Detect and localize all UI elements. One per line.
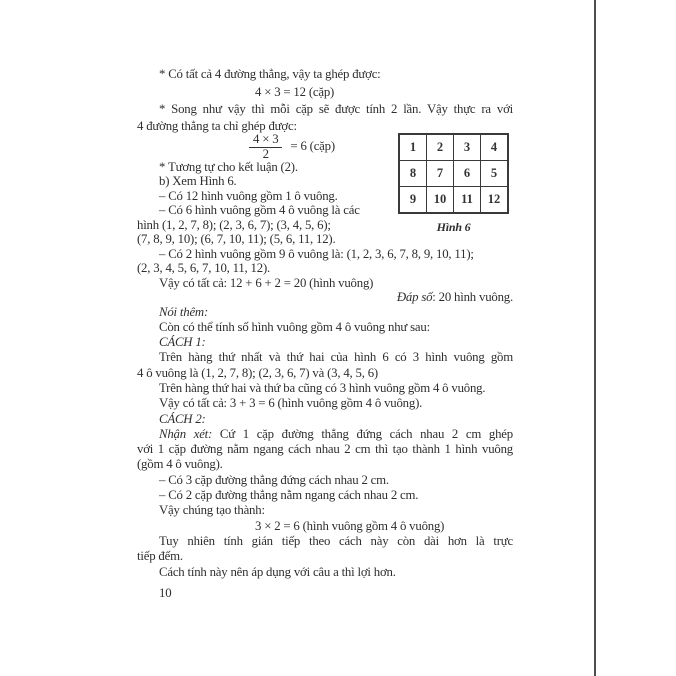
doc-line: Vậy có tất cả: 3 + 3 = 6 (hình vuông gồm 4 ô vuông).: [159, 396, 423, 411]
grid-cell: 5: [481, 161, 509, 187]
grid-cell: 3: [454, 134, 481, 161]
doc-line: * Có tất cả 4 đường thẳng, vậy ta ghép được:: [159, 67, 381, 81]
doc-line: (2, 3, 4, 5, 6, 7, 10, 11, 12).: [137, 261, 271, 275]
grid-cell: 12: [481, 187, 509, 214]
table-row: [399, 187, 508, 214]
note-heading: Nói thêm:: [159, 304, 209, 319]
grid-cell: 1: [399, 134, 427, 161]
grid-cell: 6: [454, 161, 481, 187]
remark-label: Nhận xét:: [159, 426, 213, 441]
remark-line: [137, 427, 513, 442]
doc-line: Vậy chúng tạo thành:: [159, 503, 265, 518]
doc-line: với 1 cặp đường nằm ngang cách nhau 2 cm thì tạo thành 1 hình vuông: [137, 442, 513, 457]
page-edge-line: [594, 0, 596, 676]
doc-line: (gồm 4 ô vuông).: [137, 457, 223, 472]
answer-line: [137, 290, 513, 305]
table-row: [399, 134, 508, 161]
doc-line: b) Xem Hình 6.: [159, 174, 237, 188]
doc-line: hình (1, 2, 7, 8); (2, 3, 6, 7); (3, 4, 5, 6);: [137, 217, 331, 232]
formula-line: 4 × 3 = 12 (cặp): [255, 84, 335, 99]
page-body-text: [137, 66, 513, 601]
figure-table: [398, 133, 509, 214]
fraction-denominator: 2: [262, 146, 269, 161]
table-row: [399, 161, 508, 187]
doc-line: – Có 2 hình vuông gồm 9 ô vuông là: (1, 2, 3, 6, 7, 8, 9, 10, 11);: [159, 246, 474, 261]
doc-line: 4 đường thẳng ta chỉ ghép được:: [137, 118, 297, 133]
grid-cell: 10: [427, 187, 454, 214]
doc-line: Vậy có tất cả: 12 + 6 + 2 = 20 (hình vuông): [159, 275, 374, 290]
method2-heading: CÁCH 2:: [159, 411, 206, 426]
fraction-result: = 6 (cặp): [290, 138, 335, 153]
grid-cell: 7: [427, 161, 454, 187]
doc-line: Trên hàng thứ nhất và thứ hai của hình 6 có 3 hình vuông gồm: [159, 350, 513, 365]
answer-value: : 20 hình vuông.: [432, 290, 513, 304]
grid-cell: 9: [399, 187, 427, 214]
doc-line: – Có 6 hình vuông gồm 4 ô vuông là các: [159, 203, 360, 217]
method1-heading: CÁCH 1:: [159, 335, 206, 350]
doc-line: tiếp đếm.: [137, 549, 183, 564]
grid-cell: 8: [399, 161, 427, 187]
doc-line: Trên hàng thứ hai và thứ ba cũng có 3 hình vuông gồm 4 ô vuông.: [159, 380, 486, 395]
doc-line: (7, 8, 9, 10); (6, 7, 10, 11); (5, 6, 11, 12).: [137, 232, 336, 246]
doc-line: Còn có thể tính số hình vuông gồm 4 ô vuông như sau:: [159, 319, 430, 334]
doc-line: 4 ô vuông là (1, 2, 7, 8); (2, 3, 6, 7) và (3, 4, 5, 6): [137, 365, 378, 380]
doc-line: Cách tính này nên áp dụng với câu a thì lợi hơn.: [159, 564, 396, 579]
figure-hinh-6: [398, 133, 509, 235]
doc-line: * Tương tự cho kết luận (2).: [159, 159, 298, 174]
figure-caption: Hình 6: [436, 220, 471, 234]
answer-label: Đáp số: [396, 290, 433, 304]
remark-text: Cứ 1 cặp đường thẳng đứng cách nhau 2 cm ghép: [212, 426, 513, 441]
fraction-numerator: 4 × 3: [249, 133, 282, 148]
page-number: 10: [159, 585, 172, 600]
doc-line: Tuy nhiên tính gián tiếp theo cách này còn dài hơn là trực: [159, 533, 513, 548]
grid-cell: 2: [427, 134, 454, 161]
doc-line: – Có 2 cặp đường thẳng nằm ngang cách nhau 2 cm.: [159, 488, 419, 503]
doc-line: – Có 3 cặp đường thẳng đứng cách nhau 2 cm.: [159, 472, 389, 487]
doc-line: * Song như vậy thì mỗi cặp sẽ được tính 2 lần. Vậy thực ra với: [159, 102, 513, 116]
formula-line: 3 × 2 = 6 (hình vuông gồm 4 ô vuông): [255, 518, 445, 533]
doc-line: – Có 12 hình vuông gồm 1 ô vuông.: [159, 188, 338, 203]
grid-cell: 4: [481, 134, 509, 161]
fraction: [249, 133, 282, 160]
grid-cell: 11: [454, 187, 481, 214]
